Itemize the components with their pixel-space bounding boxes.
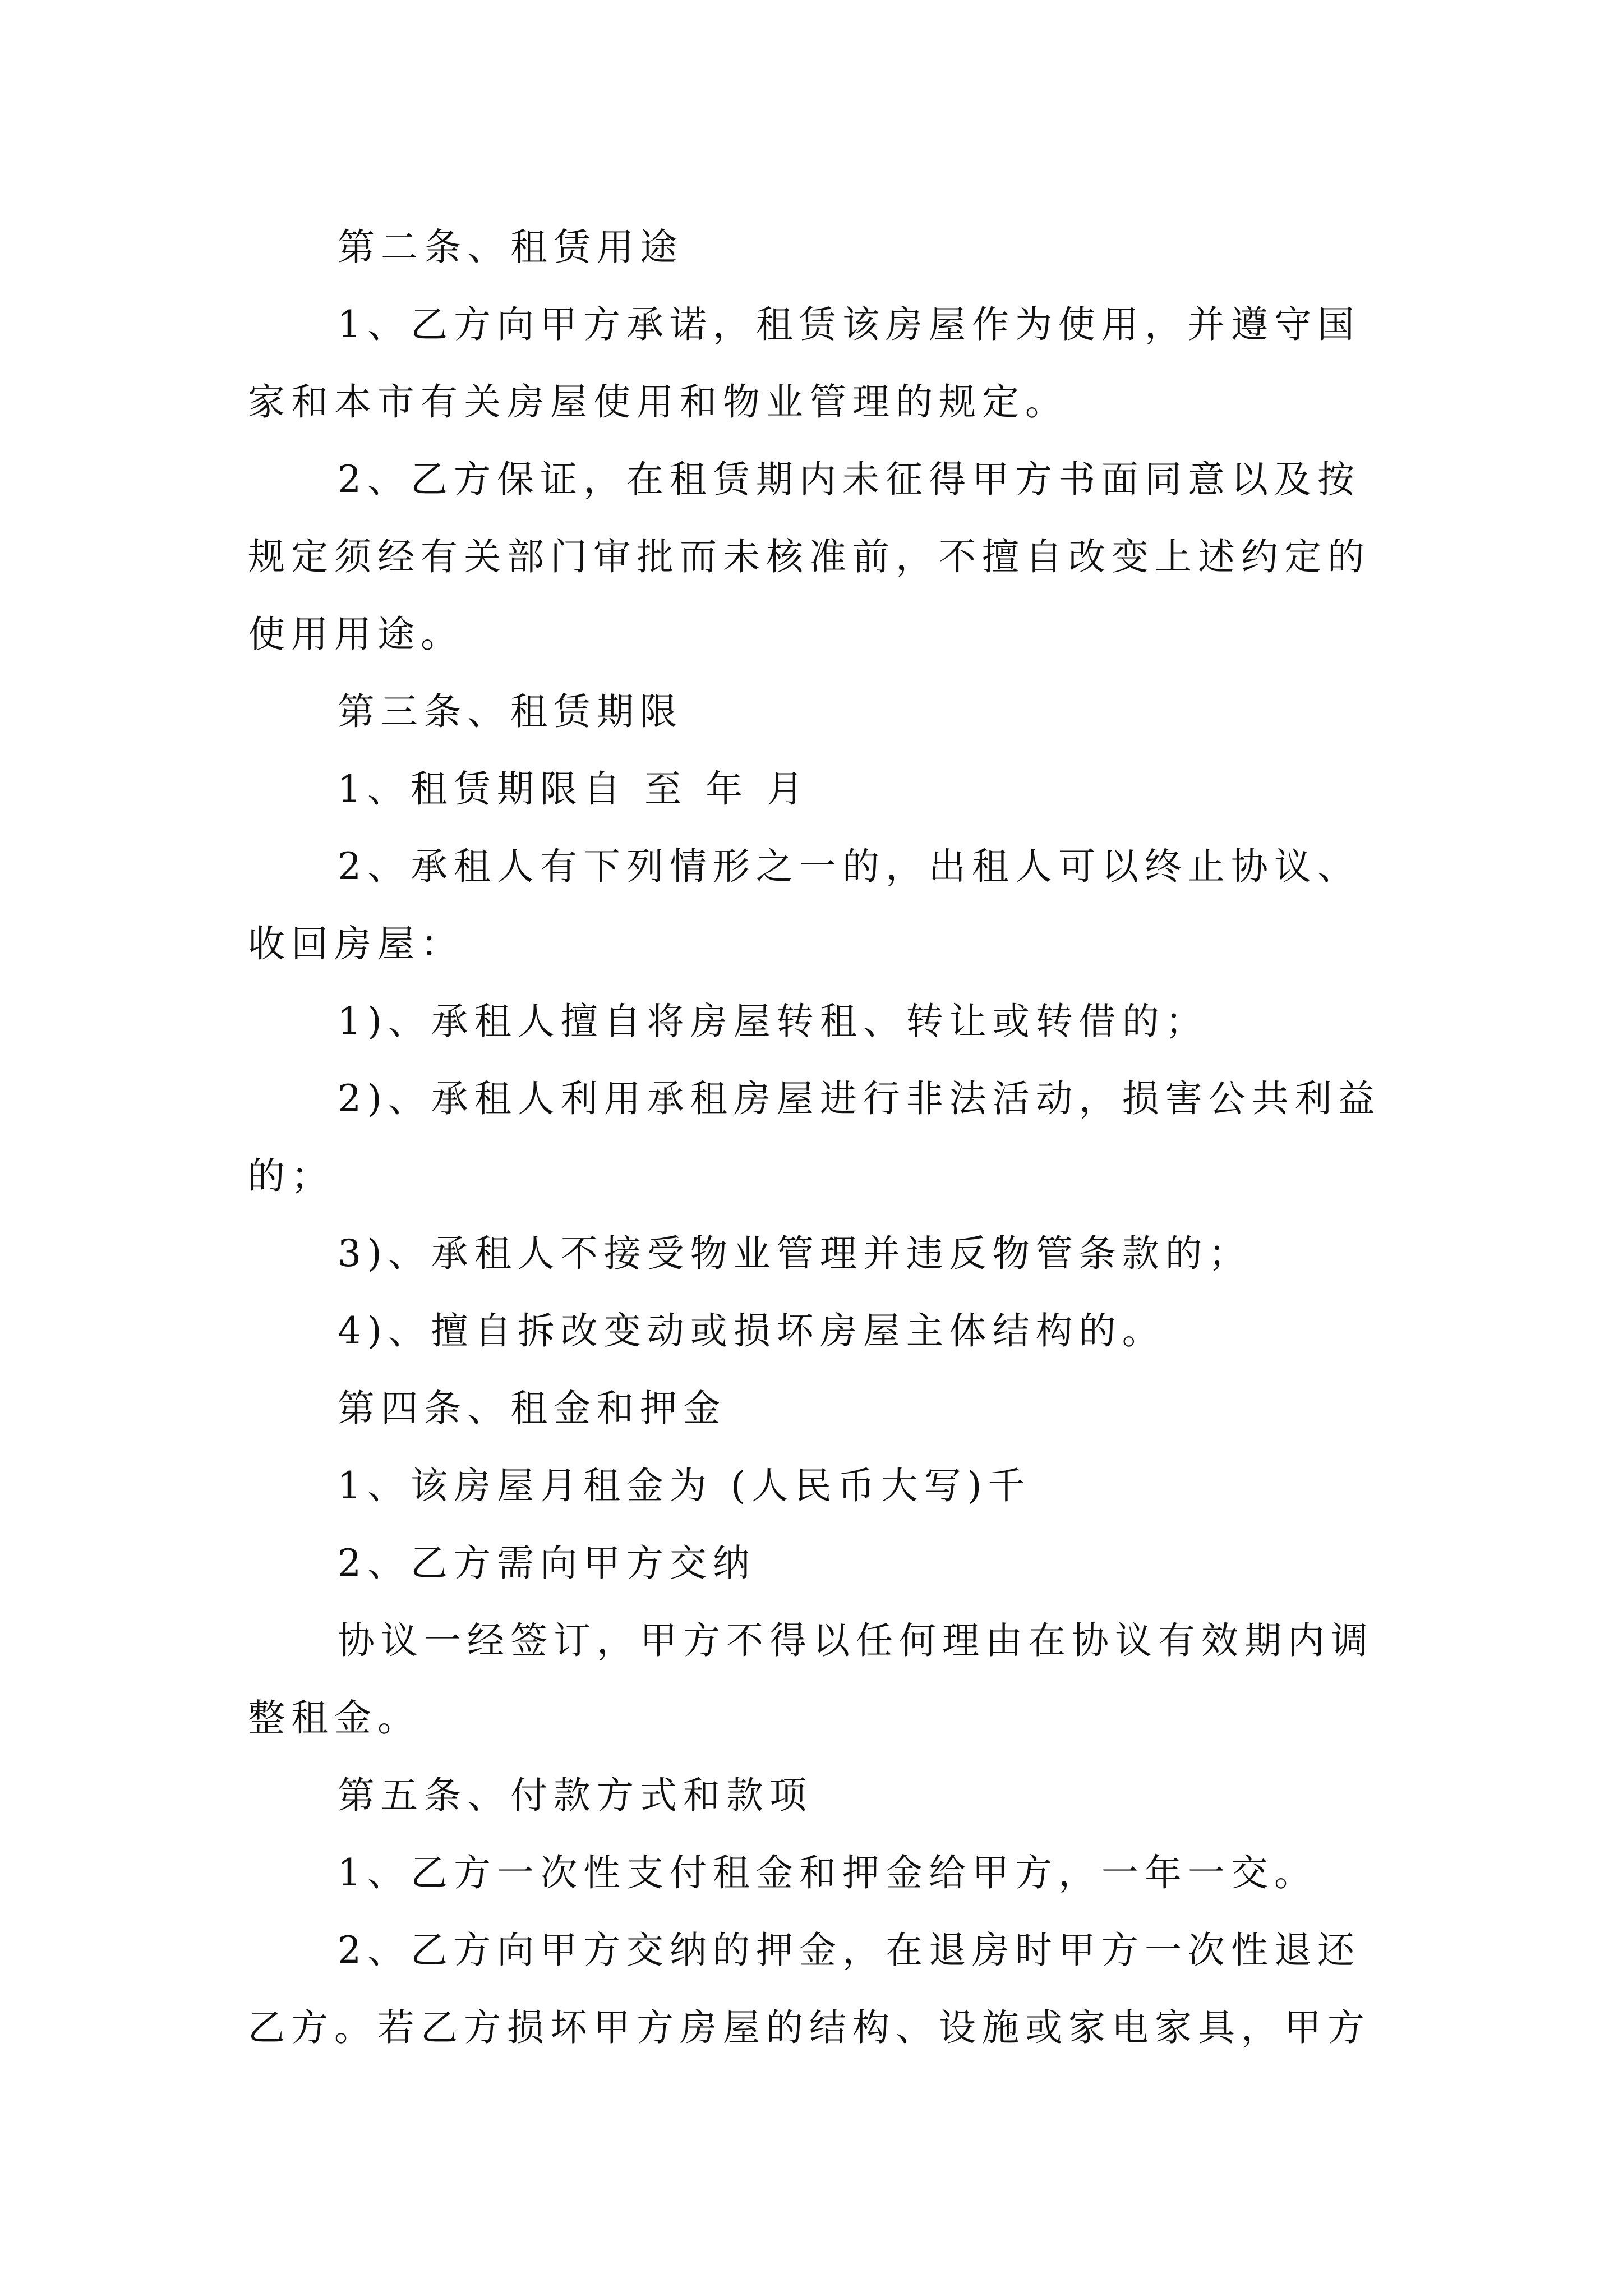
- document-body: [248, 209, 1392, 2067]
- section-heading-article-5: 第五条、付款方式和款项: [338, 1774, 813, 1817]
- paragraph: 1、乙方一次性支付租金和押金给甲方，一年一交。: [338, 1851, 1317, 1894]
- paragraph: 协议一经签订，甲方不得以任何理由在协议有效期内调整租金。: [248, 1619, 1374, 1740]
- paragraph: 2、乙方需向甲方交纳: [338, 1542, 756, 1585]
- list-item: 1)、承租人擅自将房屋转租、转让或转借的；: [338, 1000, 1209, 1043]
- paragraph: 1、该房屋月租金为 (人民币大写)千: [338, 1464, 1031, 1507]
- paragraph: 1、乙方向甲方承诺，租赁该房屋作为使用，并遵守国家和本市有关房屋使用和物业管理的规定。: [248, 303, 1361, 424]
- section-heading-article-4: 第四条、租金和押金: [338, 1387, 726, 1430]
- paragraph: 2、承租人有下列情形之一的，出租人可以终止协议、收回房屋：: [248, 845, 1361, 965]
- section-heading-article-3: 第三条、租赁期限: [338, 690, 683, 733]
- paragraph: 1、租赁期限自 至 年 月: [338, 767, 810, 811]
- paragraph: 2、乙方保证，在租赁期内未征得甲方书面同意以及按规定须经有关部门审批而未核准前，不擅自改变上述约定的使用用途。: [248, 458, 1371, 656]
- paragraph: 2、乙方向甲方交纳的押金，在退房时甲方一次性退还乙方。若乙方损坏甲方房屋的结构、设施或家电家具，甲方: [248, 1929, 1371, 2049]
- list-item: 4)、擅自拆改变动或损坏房屋主体结构的。: [338, 1309, 1165, 1352]
- list-item: 3)、承租人不接受物业管理并违反物管条款的；: [338, 1232, 1252, 1275]
- list-item: 2)、承租人利用承租房屋进行非法活动，损害公共利益的；: [248, 1077, 1381, 1198]
- section-heading-article-2: 第二条、租赁用途: [338, 226, 683, 269]
